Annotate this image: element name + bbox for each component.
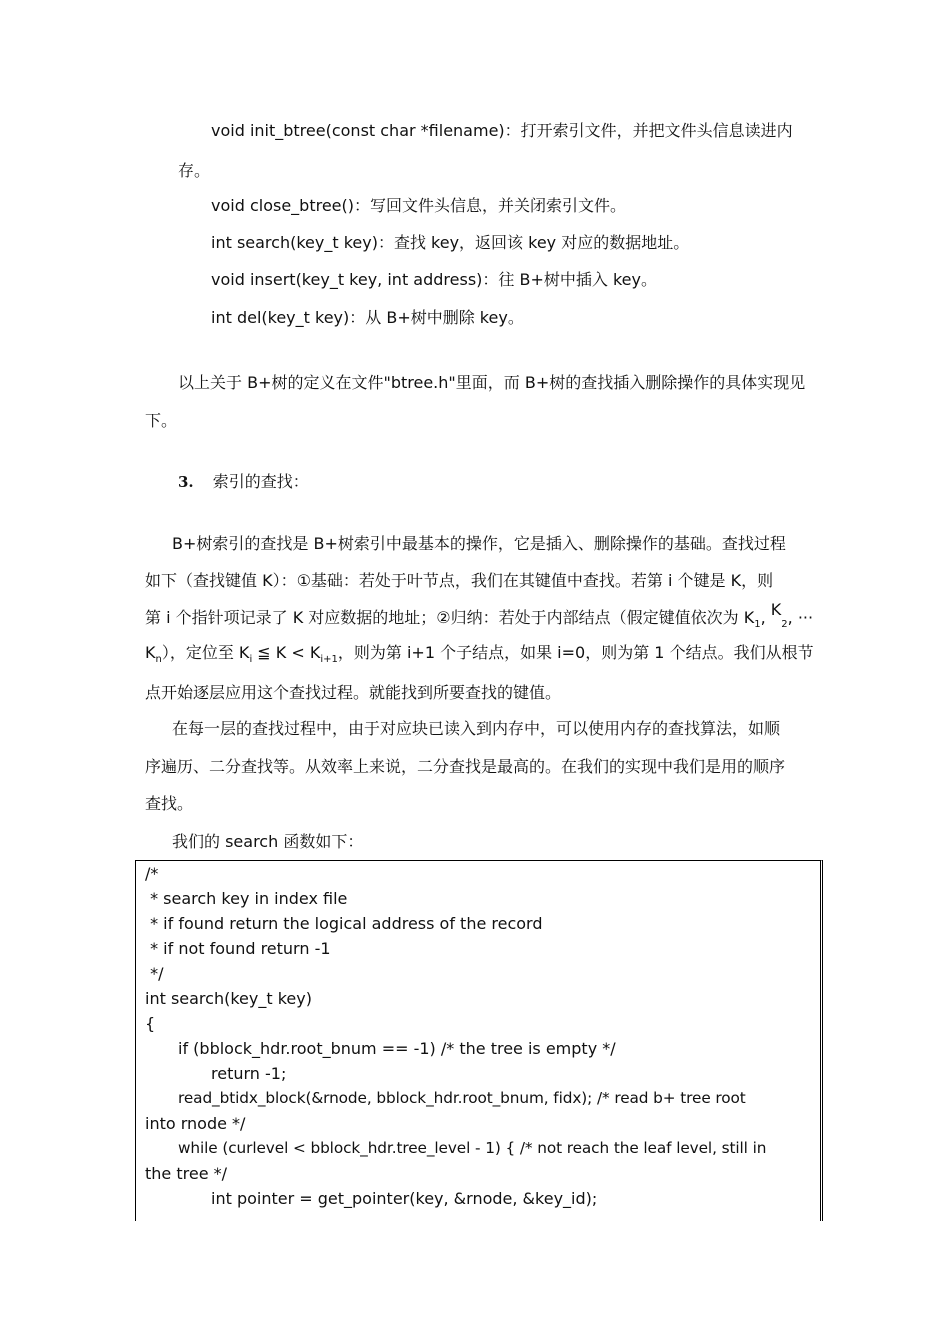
code-line: */ bbox=[145, 964, 164, 983]
code-line: int search(key_t key) bbox=[145, 989, 312, 1008]
code-line: { bbox=[145, 1014, 156, 1033]
para2-line-2: 序遍历、二分查找等。从效率上来说，二分查找是最高的。在我们的实现中我们是用的顺序 bbox=[145, 757, 786, 776]
ellipsis: , ··· bbox=[787, 608, 814, 627]
subscript-i-plus-1: i+1 bbox=[320, 654, 338, 665]
section-number: 3. bbox=[178, 473, 194, 491]
para1-line-3-text: 第 i 个指针项记录了 K 对应数据的地址；②归纳：若处于内部结点（假定键值依次为 K bbox=[145, 608, 755, 627]
code-line: if (bblock_hdr.root_bnum == -1) /* the tree is empty */ bbox=[178, 1039, 616, 1058]
section-heading bbox=[178, 471, 309, 493]
para2-line-3: 查找。 bbox=[145, 794, 194, 813]
subscript-n: n bbox=[155, 654, 162, 665]
code-line: return -1; bbox=[211, 1064, 287, 1083]
code-line: read_btidx_block(&rnode, bblock_hdr.root_bnum, fidx); /* read b+ tree root bbox=[178, 1089, 746, 1107]
code-line: /* bbox=[145, 864, 159, 883]
intro-line-3: void close_btree()：写回文件头信息，并关闭索引文件。 bbox=[211, 196, 626, 215]
para1-line-1: B+树索引的查找是 B+树索引中最基本的操作，它是插入、删除操作的基础。查找过程 bbox=[172, 534, 786, 553]
intro-line-4: int search(key_t key)：查找 key，返回该 key 对应的数据地址。 bbox=[211, 233, 690, 252]
intro-line-2: 存。 bbox=[178, 161, 211, 180]
code-line: while (curlevel < bblock_hdr.tree_level - 1) { /* not reach the leaf level, still in bbox=[178, 1139, 767, 1157]
code-block bbox=[135, 860, 823, 1221]
code-line: the tree */ bbox=[145, 1164, 228, 1183]
intro-line-1: void init_btree(const char *filename)：打开索引文件，并把文件头信息读进内 bbox=[211, 121, 793, 140]
para1-line-5: 点开始逐层应用这个查找过程。就能找到所要查找的键值。 bbox=[145, 683, 562, 702]
code-line: * search key in index file bbox=[145, 889, 348, 908]
para1-line-2: 如下（查找键值 K）：①基础：若处于叶节点，我们在其键值中查找。若第 i 个键是 K，则 bbox=[145, 571, 774, 590]
para2-line-1: 在每一层的查找过程中，由于对应块已读入到内存中，可以使用内存的查找算法，如顺 bbox=[172, 719, 781, 738]
subscript-i: i bbox=[249, 654, 253, 665]
search-intro: 我们的 search 函数如下： bbox=[172, 832, 364, 851]
comma: , bbox=[760, 608, 771, 627]
para1-line-4-b: ≦ K < K bbox=[252, 643, 321, 662]
code-line: into rnode */ bbox=[145, 1114, 246, 1133]
para1-line-3 bbox=[145, 600, 814, 636]
summary-line-1: 以上关于 B+树的定义在文件"btree.h"里面，而 B+树的查找插入删除操作的具体实现见 bbox=[178, 373, 806, 392]
subscript-1: 1 bbox=[754, 619, 761, 630]
subscript-2: 2 bbox=[781, 619, 788, 630]
intro-line-6: int del(key_t key)：从 B+树中删除 key。 bbox=[211, 308, 524, 327]
section-title: 索引的查找： bbox=[212, 472, 309, 491]
summary-line-2: 下。 bbox=[145, 411, 178, 430]
k2-symbol: K bbox=[770, 600, 782, 619]
code-line: * if not found return -1 bbox=[145, 939, 331, 958]
intro-line-5: void insert(key_t key, int address)：往 B+树中插入 key。 bbox=[211, 270, 657, 289]
code-line: * if found return the logical address of the record bbox=[145, 914, 543, 933]
para1-line-4 bbox=[145, 642, 814, 671]
para1-line-4-a: ），定位至 K bbox=[161, 643, 250, 662]
code-line: int pointer = get_pointer(key, &rnode, &key_id); bbox=[211, 1189, 598, 1208]
kn-symbol: K bbox=[145, 643, 156, 662]
para1-line-4-c: ，则为第 i+1 个子结点，如果 i=0，则为第 1 个结点。我们从根节 bbox=[337, 643, 814, 662]
